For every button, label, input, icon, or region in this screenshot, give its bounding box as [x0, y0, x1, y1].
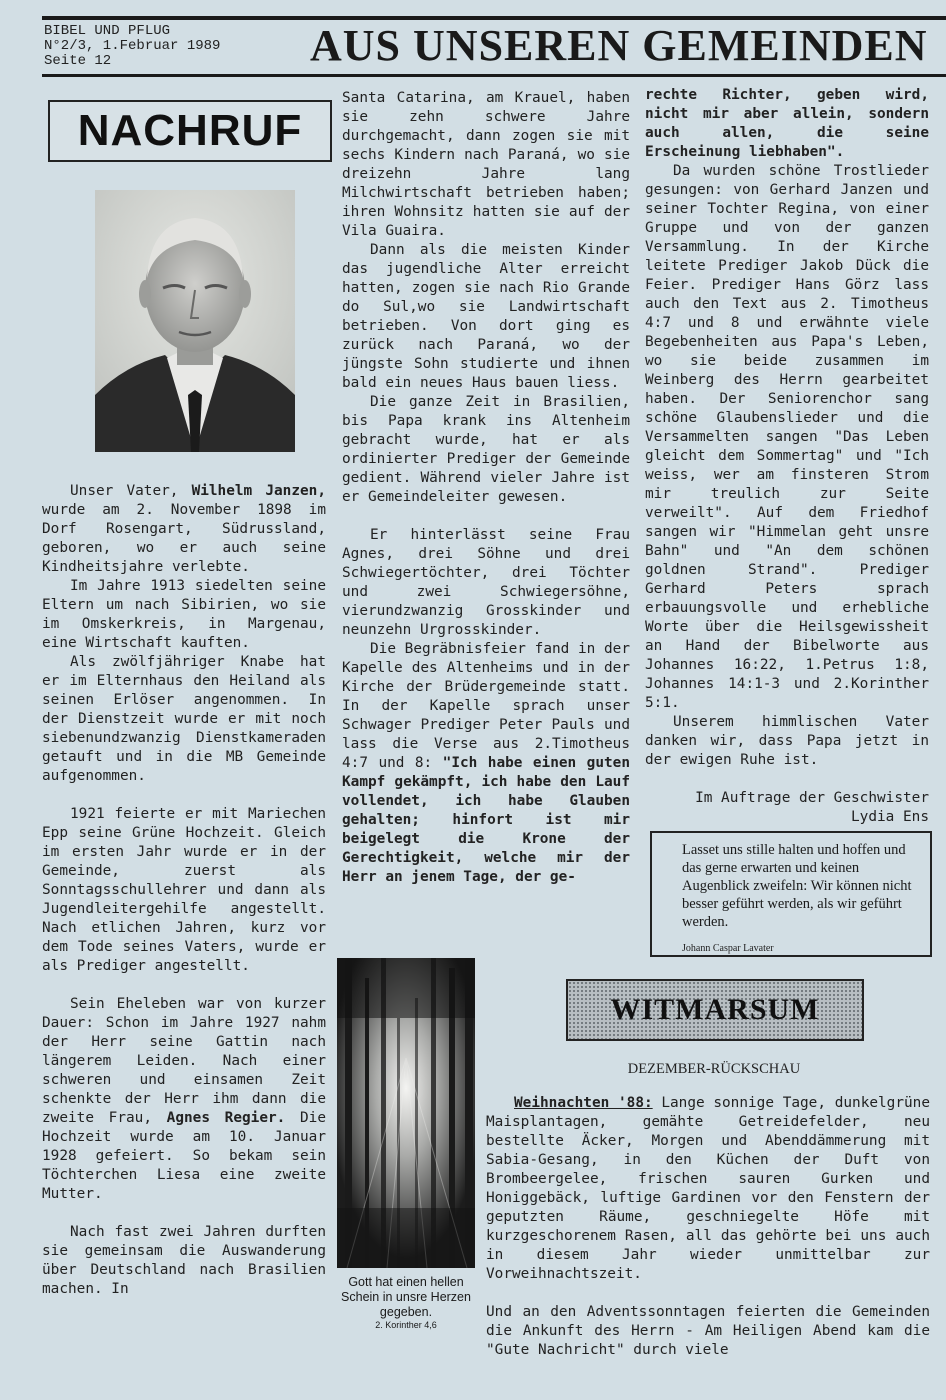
obituary-paragraph — [42, 482, 326, 577]
text-run: Sein Eheleben war von kurzer Dauer: Schon im Jahre 1927 nahm der Herr seine Gattin nach längerem Leiden. Nach einer schweren und einsamen Zeit schenkte der Herr ihm dann die zweite Frau, — [42, 996, 326, 1126]
signature-line: Im Auftrage der Geschwister — [695, 790, 929, 806]
obituary-paragraph: Unserem himmlischen Vater danken wir, dass Papa jetzt in der ewigen Ruhe ist. — [645, 714, 929, 768]
text-run: Unser Vater, — [70, 483, 192, 499]
section-title: AUS UNSEREN GEMEINDEN — [310, 21, 928, 70]
obituary-column-2 — [342, 89, 630, 887]
witmarsum-heading: WITMARSUM — [610, 993, 820, 1026]
header-bottom-rule — [42, 74, 946, 77]
obituary-paragraph: Im Jahre 1913 siedelten seine Eltern um nach Sibirien, wo sie im Omskerkreis, in Margenau, eine Wirtschaft kauften. — [42, 578, 326, 651]
publication-name: BIBEL UND PFLUG — [44, 23, 171, 39]
obituary-paragraph: Santa Catarina, am Krauel, haben sie zehn schwere Jahre durchgemacht, dann zogen sie mit sechs Kindern nach Paraná, wo sie dreizehn Jahre lang Milchwirtschaft betrieben haben; ihren Wohnsitz hatten sie auf der Vila Guaira. — [342, 90, 630, 239]
obituary-paragraph: Als zwölfjähriger Knabe hat er im Elternhaus den Heiland als seinen Erlöser angenommen. In der Dienstzeit wurde er mit noch siebenundzwanzig Dienstkameraden getauft und in die MB Gemeinde aufgenommen. — [42, 654, 326, 784]
text-run: Die Begräbnisfeier fand in der Kapelle des Altenheims und in der Kirche der Brüdergemeinde statt. In der Kapelle sprach unser Schwager Prediger Peter Pauls und lass die Verse aus 2.Timotheus 4:7 und 8: — [342, 641, 630, 771]
witmarsum-heading-box — [566, 979, 864, 1041]
text-run: wurde am 2. November 1898 im Dorf Rosengart, Südrussland, geboren, wo er auch seine Kindheitsjahre verlebte. — [42, 502, 326, 575]
obituary-heading: NACHRUF — [77, 106, 303, 155]
header-meta — [44, 24, 220, 69]
wife-name: Agnes Regier. — [166, 1110, 286, 1126]
deceased-name: Wilhelm Janzen, — [191, 483, 326, 499]
obituary-paragraph — [342, 640, 630, 887]
obituary-paragraph: 1921 feierte er mit Mariechen Epp seine Grüne Hochzeit. Gleich im ersten Jahr wurde er in der Gemeinde, zuerst als Sonntagsschullehrer und dann als Jugendleitergehilfe angestellt. Nach etlichen Jahren, kurz vor dem Tode seines Vaters, wurde er als Prediger angestellt. — [42, 806, 326, 974]
obituary-paragraph: Da wurden schöne Trostlieder gesungen: von Gerhard Janzen und seiner Tochter Regina, von einer Gruppe und von der ganzen Versammlung. In der Kirche leitete Prediger Jakob Dück die Feier. Prediger Hans Görz lass auch den Text aus 2. Timotheus 4:7 und 8 und erwähnte viele Begebenheiten aus Papa's Leben, wo sie beide zusammen im Weinberg des Herrn gearbeitet haben. Der Seniorenchor sang schöne Glaubenslieder und die Versammelten sangen "Das Leben gleicht dem Sommertag" und "Ich weiss, wer am finsteren Strom mir treulich zur Seite verweilt". Auf dem Friedhof sangen wir "Himmelan geht unsre Bahn" und "An dem schönen goldnen Strand". Prediger Gerhard Peters sprach erbauungsvolle und erhebliche Worte über die Heilsgewissheit an Hand der Bibelworte aus Johannes 16:22, 1.Petrus 1:8, Johannes 14:1-3 und 2.Korinther 5:1. — [645, 163, 929, 711]
witmarsum-column — [486, 1094, 930, 1360]
caption-text: Gott hat einen hellen Schein in unsre Herzen gegeben. — [341, 1275, 471, 1319]
obituary-paragraph: Nach fast zwei Jahren durften sie gemeinsam die Auswanderung über Deutschland nach Brasilien machen. In — [42, 1224, 326, 1297]
issue-date: N°2/3, 1.Februar 1989 — [44, 38, 221, 54]
witmarsum-lead: Weihnachten '88: — [514, 1095, 653, 1111]
text-run: Die Hochzeit wurde am 10. Januar 1928 gefeiert. So bekam sein Töchterchen Liesa eine zweite Mutter. — [42, 1110, 326, 1202]
forest-light-photo — [337, 958, 475, 1268]
portrait-illustration — [95, 190, 295, 452]
text-run: Lange sonnige Tage, dunkelgrüne Maisplantagen, gemähte Getreidefelder, neu bestellte Äcker, Morgen und Abenddämmerung mit Sabia-Gesang, in den Küchen der Duft von Brombeergelee, frischen sauren Gurken und Honiggebäck, luftige Gardinen vor den Fenstern der geputzten Räume, geschniegelte Höfe mit kurzgeschorenem Rasen, all das gehörte bei uns auch in diesem Jahr wieder unmittelbar zur Vorweihnachtszeit. — [486, 1095, 931, 1282]
portrait-photo — [95, 190, 295, 452]
bible-verse-quote-continued: rechte Richter, geben wird, nicht mir aber allein, sondern auch allen, die seine Erscheinung liebhaben". — [645, 87, 929, 160]
lavater-quote-box — [650, 831, 932, 957]
quote-author: Johann Caspar Lavater — [682, 943, 774, 954]
page-number: Seite 12 — [44, 53, 112, 69]
obituary-paragraph: Die ganze Zeit in Brasilien, bis Papa krank ins Altenheim gebracht wurde, hat er als ordinierter Prediger der Gemeinde gedient. Während vieler Jahre ist er Gemeindeleiter gewesen. — [342, 394, 630, 505]
obituary-heading-box — [48, 100, 332, 162]
obituary-column-3 — [645, 86, 929, 827]
forest-caption — [337, 1275, 475, 1331]
quote-text: Lasset uns stille halten und hoffen und das gerne erwarten und keinen Augenblick zweifeln: Wir können nicht besser geführt werden, als wir geführt werden. — [682, 842, 912, 930]
bible-verse-quote: "Ich habe einen guten Kampf gekämpft, ich habe den Lauf vollendet, ich habe Glauben gehalten; hinfort ist mir beigelegt die Krone der Gerechtigkeit, welche mir der Herr an jenem Tage, der ge- — [342, 755, 630, 885]
signature-name: Lydia Ens — [851, 809, 929, 825]
obituary-paragraph: Dann als die meisten Kinder das jugendliche Alter erreicht hatten, zogen sie nach Rio Grande do Sul,wo sie Landwirtschaft betrieben. Von dort ging es zurück nach Paraná, wo der jüngste Sohn studierte und ihnen bald ein neues Haus bauen liess. — [342, 242, 630, 391]
witmarsum-paragraph: Und an den Adventssonntagen feierten die Gemeinden die Ankunft des Herrn - Am Heiligen Abend kam die "Gute Nachricht" durch viele — [486, 1304, 930, 1358]
witmarsum-subheading: DEZEMBER-RÜCKSCHAU — [627, 1061, 801, 1077]
obituary-column-1 — [42, 482, 326, 1299]
witmarsum-paragraph — [486, 1094, 930, 1284]
caption-reference: 2. Korinther 4,6 — [375, 1320, 437, 1330]
forest-illustration — [337, 958, 475, 1268]
obituary-paragraph: Er hinterlässt seine Frau Agnes, drei Söhne und drei Schwiegertöchter, drei Töchter und zwei Schwiegersöhne, vierundzwanzig Grosskinder und neunzehn Urgrosskinder. — [342, 527, 630, 638]
obituary-paragraph — [42, 995, 326, 1204]
